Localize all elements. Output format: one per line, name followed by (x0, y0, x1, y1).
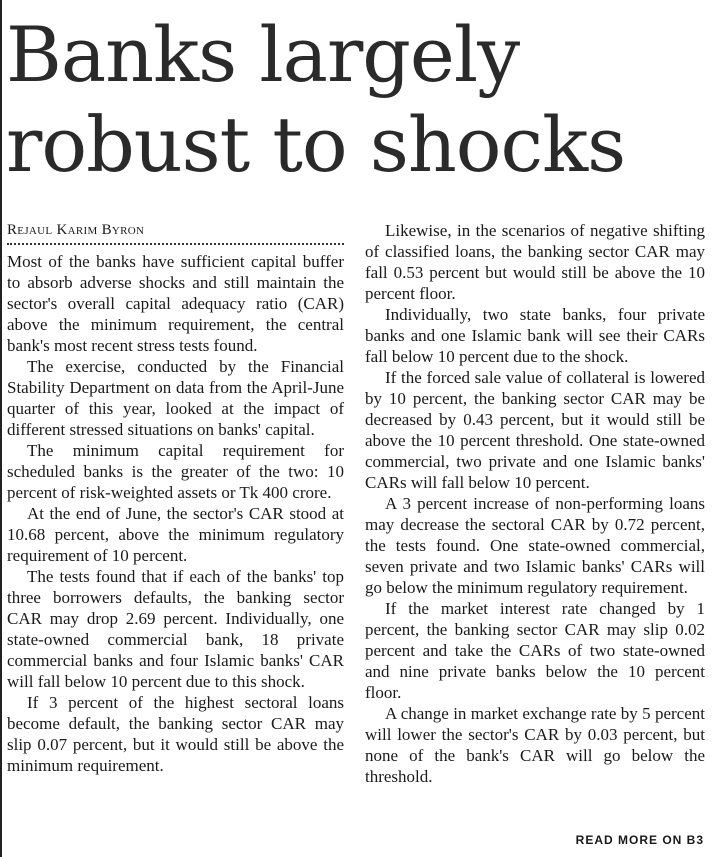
dotted-divider (7, 243, 344, 245)
paragraph: Most of the banks have sufficient capital buffer to absorb adverse shocks and still maintain the sector's overall capital adequacy ratio (CAR) above the minimum requirement, the central bank's most recent stress tests found. (7, 252, 344, 355)
byline: Rejaul Karim Byron (7, 222, 145, 238)
paragraph: At the end of June, the sector's CAR stood at 10.68 percent, above the minimum regulatory requirement of 10 percent. (7, 504, 344, 565)
paragraph: Likewise, in the scenarios of negative shifting of classified loans, the banking sector CAR may fall 0.53 percent but would still be above the 10 percent floor. (365, 221, 705, 303)
paragraph: The minimum capital requirement for scheduled banks is the greater of the two: 10 percent of risk-weighted assets or Tk 400 crore. (7, 441, 344, 502)
paragraph: If the forced sale value of collateral is lowered by 10 percent, the banking sector CAR may be decreased by 0.43 percent, but it would still be above the 10 percent threshold. One state-owned commercial, two private and one Islamic banks' CARs will fall below 10 percent. (365, 368, 705, 492)
headline (6, 10, 716, 190)
paragraph: The exercise, conducted by the Financial Stability Department on data from the April-June quarter of this year, looked at the impact of different stressed situations on banks' capital. (7, 357, 344, 439)
paragraph: The tests found that if each of the banks' top three borrowers defaults, the banking sector CAR may drop 2.69 percent. Individually, one state-owned commercial bank, 18 private commercial banks and four Islamic banks' CAR will fall below 10 percent due to this shock. (7, 567, 344, 691)
paragraph: Individually, two state banks, four private banks and one Islamic bank will see their CARs fall below 10 percent due to the shock. (365, 305, 705, 366)
paragraph: A change in market exchange rate by 5 percent will lower the sector's CAR by 0.03 percent, but none of the bank's CAR will go below the threshold. (365, 704, 705, 786)
paragraph: If the market interest rate changed by 1 percent, the banking sector CAR may slip 0.02 percent and take the CARs of two state-owned and nine private banks below the 10 percent floor. (365, 599, 705, 702)
read-more-link[interactable]: READ MORE ON B3 (575, 833, 704, 847)
left-column (7, 220, 344, 776)
headline-line-2: robust to shocks (6, 100, 626, 189)
headline-line-1: Banks largely (6, 10, 520, 99)
paragraph: If 3 percent of the highest sectoral loans become default, the banking sector CAR may slip 0.07 percent, but it would still be above the minimum requirement. (7, 693, 344, 775)
paragraph: A 3 percent increase of non-performing loans may decrease the sectoral CAR by 0.72 percent, the tests found. One state-owned commercial, seven private and two Islamic banks' CARs will go below the minimum regulatory requirement. (365, 494, 705, 597)
right-column (365, 220, 705, 787)
